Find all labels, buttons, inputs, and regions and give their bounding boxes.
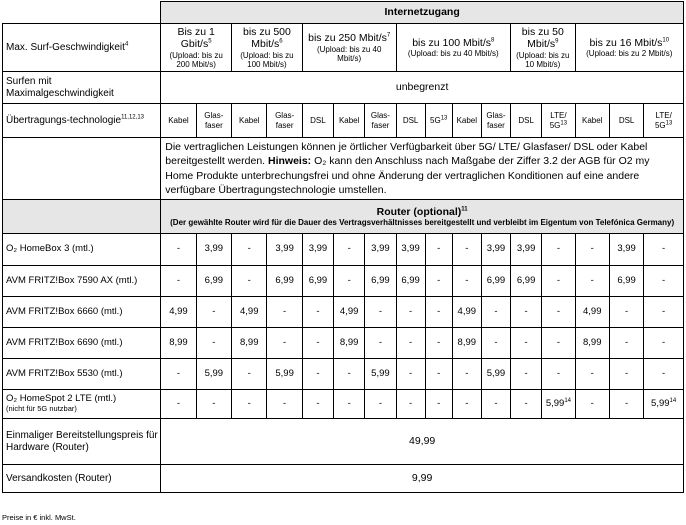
price-cell: - <box>396 328 425 359</box>
speed-header <box>232 24 303 72</box>
table-row <box>3 419 684 465</box>
price-cell: - <box>609 297 643 328</box>
price-cell: - <box>232 266 267 297</box>
technology-cell: LTE/ $5G^{13}$ <box>542 104 575 138</box>
price-cell: 8,99 <box>161 328 196 359</box>
price-cell: - <box>302 359 333 390</box>
upload-label: (Upload: bis zu 200 Mbit/s) <box>169 50 223 70</box>
router-note: (nicht für 5G nutzbar) <box>6 404 77 414</box>
price-cell: - <box>542 297 575 328</box>
price-cell: - <box>365 297 396 328</box>
price-cell: 4,99 <box>232 297 267 328</box>
technology-cell: DSL <box>609 104 643 138</box>
price-cell: - <box>644 359 684 390</box>
speed-header <box>575 24 683 72</box>
upload-label: (Upload: bis zu 10 Mbit/s) <box>516 50 570 70</box>
footnote-ref: 13 <box>665 119 673 126</box>
table-row <box>3 297 684 328</box>
price-cell: - <box>609 390 643 419</box>
footnote-ref: 6 <box>279 38 283 45</box>
speed-header <box>511 24 576 72</box>
price-cell: - <box>481 297 510 328</box>
price-cell: 3,99 <box>365 234 396 266</box>
price-cell: 4,99 <box>161 297 196 328</box>
internetzugang-header: Internetzugang <box>161 2 684 24</box>
price-cell: 3,99 <box>396 234 425 266</box>
price-cell: - <box>542 266 575 297</box>
price-cell: - <box>511 390 542 419</box>
footnote-ref: 13 <box>440 115 448 122</box>
router-name: AVM FRITZ!Box 6660 (mtl.) <box>3 297 161 328</box>
price-cell: - <box>365 390 396 419</box>
router-name: O₂ HomeBox 3 (mtl.) <box>3 234 161 266</box>
price-cell: - <box>575 234 609 266</box>
table-row <box>3 104 684 138</box>
table-row <box>3 328 684 359</box>
price-cell: 6,99 <box>396 266 425 297</box>
price-cell: 5,99 <box>196 359 231 390</box>
router-name: AVM FRITZ!Box 6690 (mtl.) <box>3 328 161 359</box>
table-row <box>3 359 684 390</box>
price-cell: - <box>425 328 452 359</box>
price-cell: - <box>542 234 575 266</box>
technology-cell: Glas-faser <box>481 104 510 138</box>
speed-label: bis zu 250 Mbit/$s^7$ <box>308 32 391 45</box>
table-row <box>3 138 684 200</box>
router-title: Router (optional)$^{11}$ <box>376 205 468 218</box>
price-cell: - <box>396 390 425 419</box>
footnote-ref: 5 <box>208 38 212 45</box>
footnote-ref: 14 <box>564 397 571 404</box>
router-subtitle: (Der gewählte Router wird für die Dauer des Vertragsverhältnisses bereitgestellt und verbleibt im Eigentum von Telefónica Germany) <box>170 217 675 227</box>
price-cell: - <box>511 359 542 390</box>
technology-cell: Kabel <box>575 104 609 138</box>
price-cell: 8,99 <box>232 328 267 359</box>
upload-label: (Upload: bis zu 100 Mbit/s) <box>240 50 294 70</box>
price-cell: - <box>334 234 365 266</box>
footnote-ref: 13 <box>560 119 568 126</box>
price-cell: 6,99 <box>365 266 396 297</box>
price-cell: - <box>452 359 481 390</box>
price-cell: 8,99 <box>452 328 481 359</box>
technology-cell: Kabel <box>334 104 365 138</box>
price-cell: 3,99 <box>481 234 510 266</box>
router-header <box>161 200 684 234</box>
footnote-ref: 10 <box>662 37 670 44</box>
price-cell: - <box>334 266 365 297</box>
price-cell: 3,99 <box>267 234 302 266</box>
price-cell: - <box>511 297 542 328</box>
surfen-value: unbegrenzt <box>161 72 684 104</box>
technology-cell: Glas-faser <box>365 104 396 138</box>
price-cell: 5,99 <box>365 359 396 390</box>
price-cell: 3,99 <box>609 234 643 266</box>
price-cell: - <box>161 266 196 297</box>
price-cell: - <box>161 359 196 390</box>
price-cell: - <box>267 390 302 419</box>
technology-cell: Glas-faser <box>267 104 302 138</box>
corner-cell <box>3 2 161 24</box>
price-cell: - <box>452 266 481 297</box>
speed-label: bis zu 100 Mbit/$s^8$ <box>412 36 495 49</box>
price-cell: - <box>542 359 575 390</box>
footnote-ref: 14 <box>669 397 677 404</box>
price-cell: - <box>452 390 481 419</box>
max-surf-label: Max. Surf-Geschwindigkeit$^4$ <box>3 24 161 72</box>
versand-label: Versandkosten (Router) <box>3 465 161 493</box>
footnote-ref: 4 <box>124 41 129 48</box>
price-cell: - <box>644 266 684 297</box>
einmalig-label: Einmaliger Bereitstellungspreis für Hardware (Router) <box>3 419 161 465</box>
speed-label: bis zu 50 Mbit/$s^9$ <box>521 25 564 51</box>
speed-label: Bis zu 1 Gbit/$s^5$ <box>177 25 215 51</box>
price-cell: - <box>161 390 196 419</box>
price-cell: - <box>396 297 425 328</box>
speed-header <box>302 24 396 72</box>
empty-cell <box>3 200 161 234</box>
price-cell: - <box>644 234 684 266</box>
price-cell: 8,99 <box>575 328 609 359</box>
table-row <box>3 2 684 24</box>
price-cell: 6,99 <box>302 266 333 297</box>
technology-cell: Kabel <box>232 104 267 138</box>
price-cell: - <box>334 390 365 419</box>
upload-label: (Upload: bis zu 2 Mbit/s) <box>586 49 673 59</box>
speed-header <box>161 24 232 72</box>
price-cell: - <box>542 328 575 359</box>
price-cell: 4,99 <box>452 297 481 328</box>
footnote-ref: 11,12,13 <box>121 114 144 121</box>
price-cell: - <box>644 297 684 328</box>
price-cell: - <box>302 297 333 328</box>
price-cell: - <box>232 390 267 419</box>
price-cell: - <box>575 359 609 390</box>
price-cell: 5,99 <box>267 359 302 390</box>
price-cell: - <box>452 234 481 266</box>
technology-cell: LTE/ $5G^{13}$ <box>644 104 684 138</box>
price-cell: - <box>232 234 267 266</box>
price-cell: 6,99 <box>609 266 643 297</box>
footnote-ref: 7 <box>386 32 391 39</box>
price-cell: - <box>511 328 542 359</box>
table-row <box>3 234 684 266</box>
price-cell: - <box>365 328 396 359</box>
price-cell: 8,99 <box>334 328 365 359</box>
technology-cell: DSL <box>511 104 542 138</box>
router-name: AVM FRITZ!Box 7590 AX (mtl.) <box>3 266 161 297</box>
note-hinweis: Hinweis: <box>268 155 312 168</box>
price-cell: - <box>575 266 609 297</box>
technology-note: Die vertraglichen Leistungen können je örtlicher Verfügbarkeit über 5G/ LTE/ Glasfaser/ DSL oder Kabel bereitgestellt werden. Hinweis: O₂ kann den Anschluss nach Maßgabe der Ziffer 3.2 der AGB für O2 my Home Produkte unterbrechungsfrei und ohne Änderung der vertraglichen Konditionen auf eine andere verfügbare Übertragungstechnologie umstellen. <box>161 138 684 200</box>
price-cell: - <box>161 234 196 266</box>
table-row <box>3 200 684 234</box>
price-cell: - <box>609 328 643 359</box>
speed-header <box>396 24 510 72</box>
surfen-label: Surfen mit Maximalgeschwindigkeit <box>3 72 161 104</box>
upload-label: (Upload: bis zu 40 Mbit/s) <box>407 49 499 59</box>
speed-label: bis zu 16 Mbit/$s^{10}$ <box>589 36 670 49</box>
technology-cell: Glas-faser <box>196 104 231 138</box>
price-cell: - <box>196 390 231 419</box>
footnote-ref: 11 <box>461 206 468 213</box>
footnote-ref: 9 <box>555 38 559 45</box>
table-row <box>3 72 684 104</box>
price-cell: 5,99 <box>481 359 510 390</box>
speed-label: bis zu 500 Mbit/$s^6$ <box>243 25 291 51</box>
price-cell: - <box>425 266 452 297</box>
price-cell: 3,99 <box>196 234 231 266</box>
router-name: O₂ HomeSpot 2 LTE (mtl.) (nicht für 5G nutzbar) <box>3 390 161 419</box>
price-cell: 3,99 <box>511 234 542 266</box>
upload-label: (Upload: bis zu 40 Mbit/s) <box>316 44 382 63</box>
price-cell: 6,99 <box>267 266 302 297</box>
price-cell: 6,99 <box>511 266 542 297</box>
price-cell: 5,99$^{14}$ <box>644 390 684 419</box>
price-cell: - <box>196 297 231 328</box>
versand-value: 9,99 <box>161 465 684 493</box>
price-cell: - <box>334 359 365 390</box>
price-cell: 6,99 <box>196 266 231 297</box>
price-cell: - <box>232 359 267 390</box>
einmalig-value: 49,99 <box>161 419 684 465</box>
price-cell: 6,99 <box>481 266 510 297</box>
price-cell: - <box>302 328 333 359</box>
price-cell: - <box>481 390 510 419</box>
price-cell: - <box>302 390 333 419</box>
technology-cell: DSL <box>302 104 333 138</box>
technology-cell: $5G^{13}$ <box>425 104 452 138</box>
price-cell: - <box>425 359 452 390</box>
table-row <box>3 465 684 493</box>
table-row <box>3 24 684 72</box>
technology-cell: DSL <box>396 104 425 138</box>
technology-cell: Kabel <box>161 104 196 138</box>
price-cell: 3,99 <box>302 234 333 266</box>
footnote-ref: 8 <box>491 37 495 44</box>
price-cell: - <box>481 328 510 359</box>
price-cell: 5,99$^{14}$ <box>542 390 575 419</box>
price-cell: - <box>267 297 302 328</box>
price-cell: - <box>196 328 231 359</box>
table-row <box>3 266 684 297</box>
technology-cell: Kabel <box>452 104 481 138</box>
uebertragung-label: Übertragungs-technologie$^{11,12,13}$ <box>3 104 161 138</box>
footer-note: Preise in € inkl. MwSt. <box>2 513 76 522</box>
price-cell: - <box>609 359 643 390</box>
price-cell: - <box>425 390 452 419</box>
price-cell: - <box>644 328 684 359</box>
price-cell: 4,99 <box>575 297 609 328</box>
price-cell: - <box>575 390 609 419</box>
empty-cell <box>3 138 161 200</box>
price-cell: 4,99 <box>334 297 365 328</box>
table-row <box>3 390 684 419</box>
price-table <box>2 1 684 493</box>
router-name: AVM FRITZ!Box 5530 (mtl.) <box>3 359 161 390</box>
price-cell: - <box>396 359 425 390</box>
price-cell: - <box>425 234 452 266</box>
price-cell: - <box>267 328 302 359</box>
price-cell: - <box>425 297 452 328</box>
